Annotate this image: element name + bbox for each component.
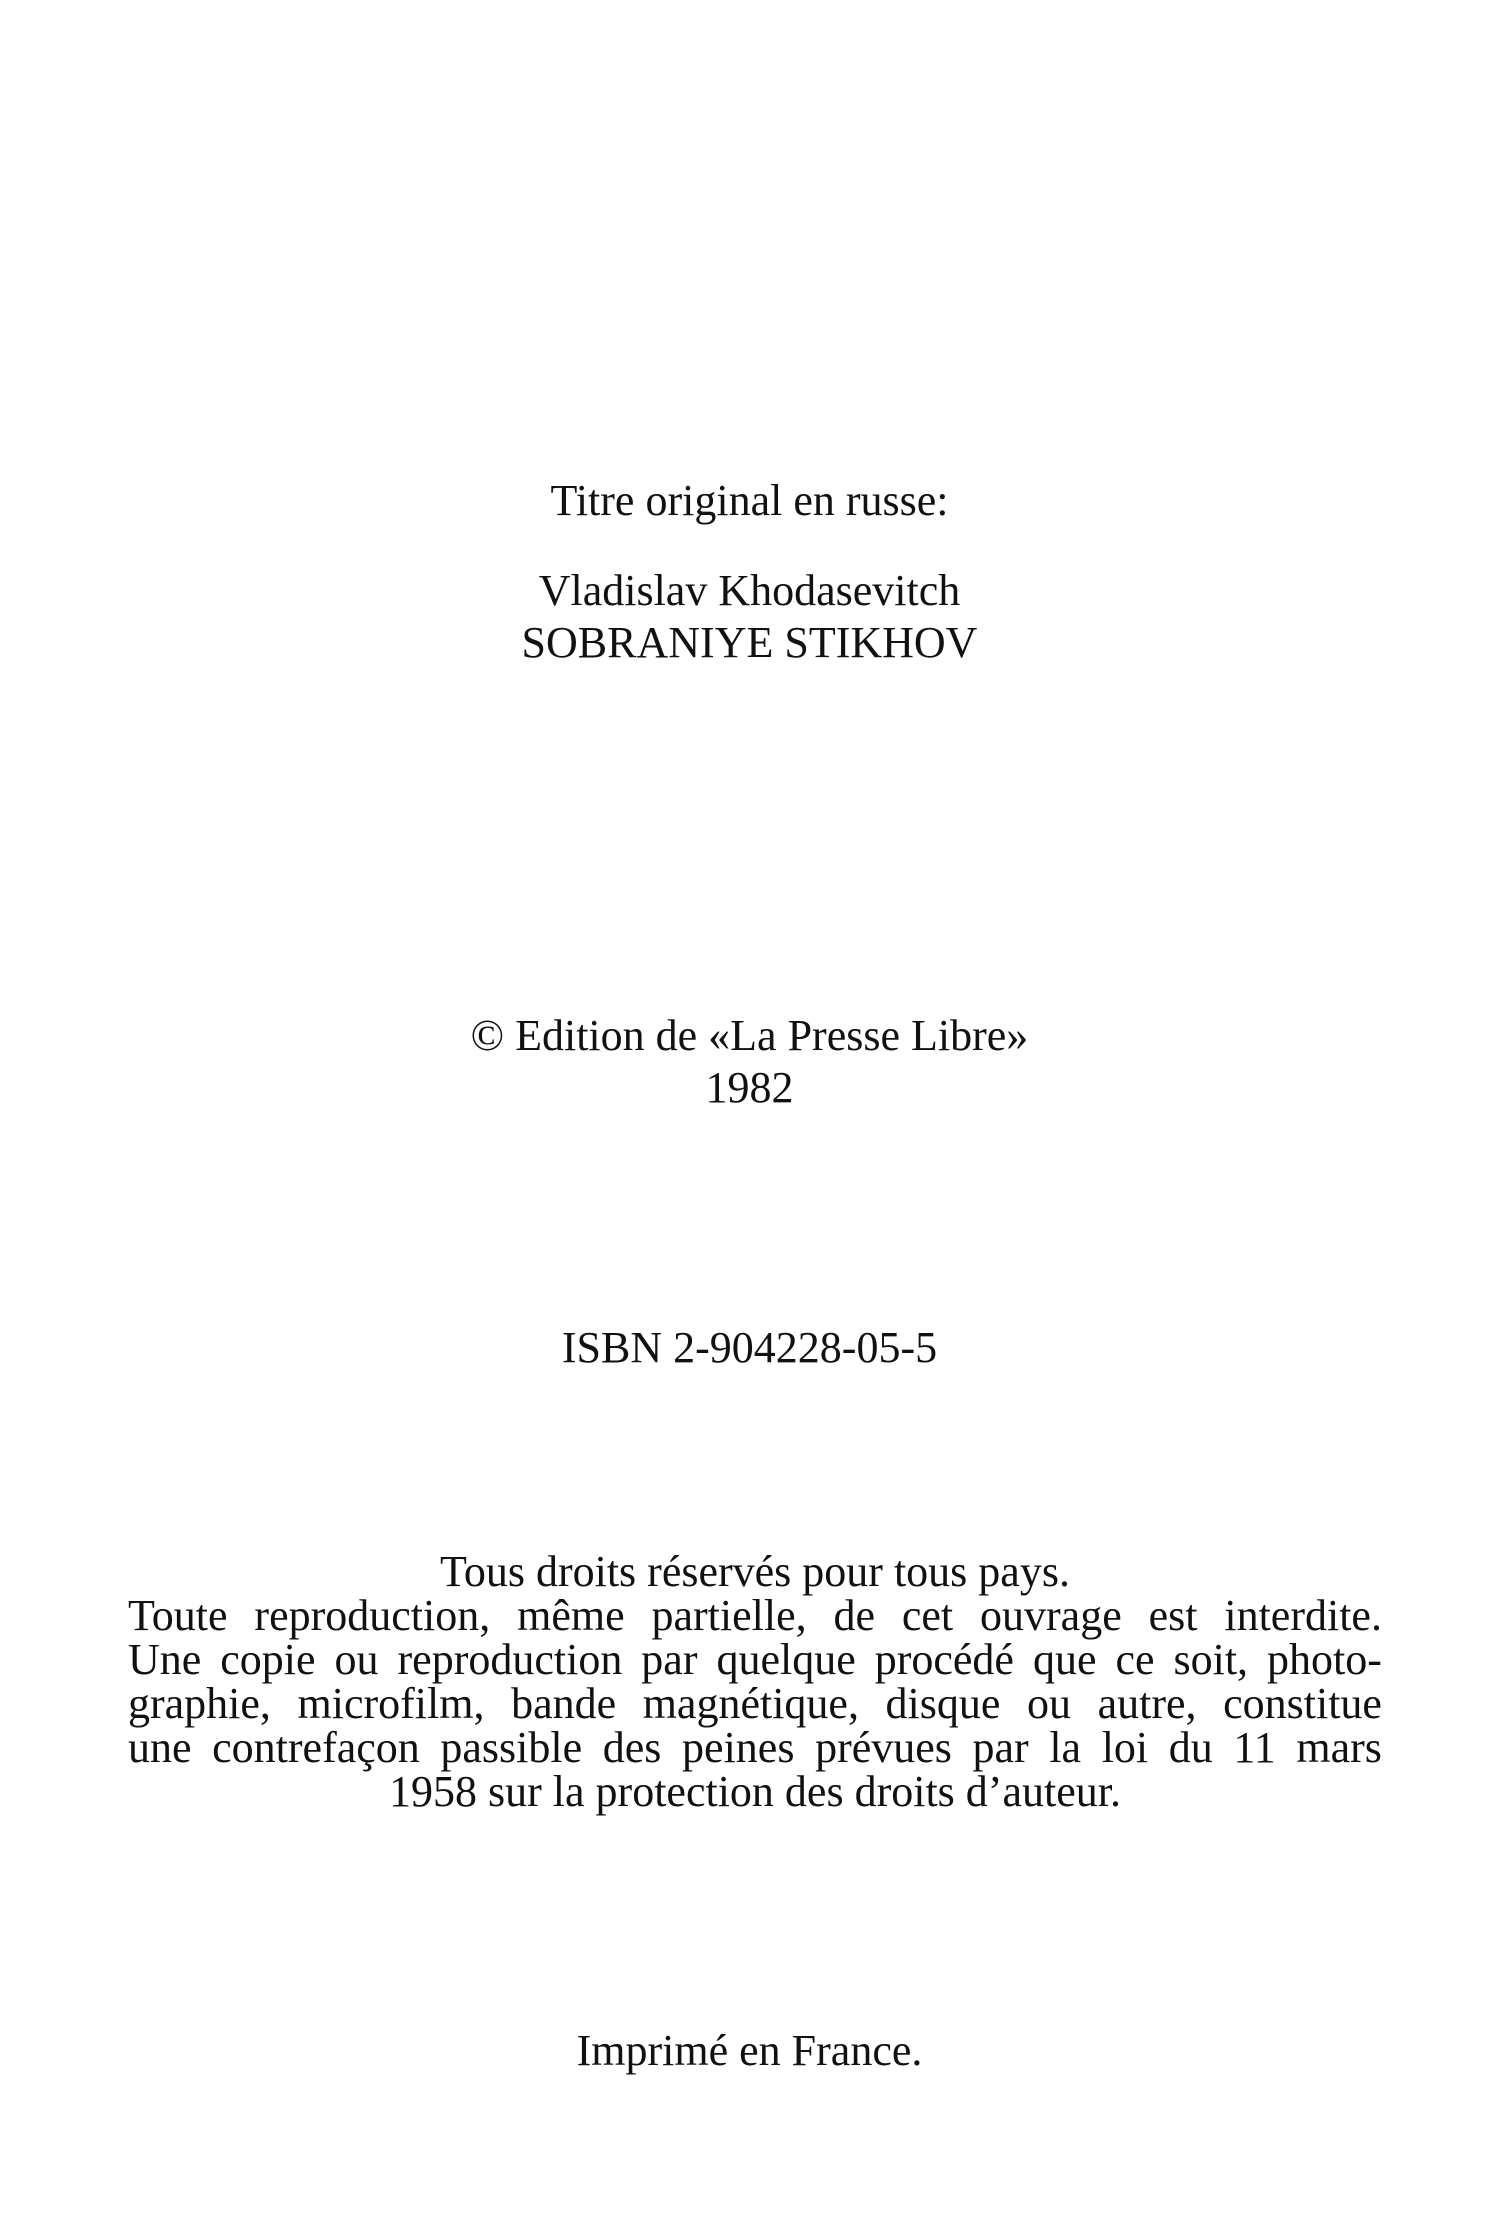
- word: ouvrage: [980, 1591, 1122, 1640]
- word: du: [1168, 1723, 1213, 1772]
- word: une: [128, 1723, 192, 1772]
- author-name: Vladislav Khodasevitch: [538, 566, 961, 615]
- word: des: [602, 1723, 662, 1772]
- rights-line-3: [128, 1635, 1382, 1684]
- word: ou: [1027, 1679, 1072, 1728]
- word: que: [1032, 1635, 1097, 1684]
- rights-line-1: Tous droits réservés pour tous pays.: [440, 1547, 1070, 1596]
- word: peines: [682, 1723, 795, 1772]
- word: prévues: [815, 1723, 952, 1772]
- word: cet: [901, 1591, 954, 1640]
- word: soit,: [1173, 1635, 1249, 1684]
- rights-line-2: [128, 1591, 1382, 1640]
- printed-in: Imprimé en France.: [576, 2026, 923, 2075]
- word: est: [1148, 1591, 1198, 1640]
- word: magnétique,: [642, 1679, 859, 1728]
- word: reproduction: [397, 1635, 623, 1684]
- word: partielle,: [651, 1591, 807, 1640]
- isbn: ISBN 2-904228-05-5: [561, 1323, 938, 1372]
- word: mars: [1296, 1723, 1382, 1772]
- edition-year: 1982: [705, 1063, 794, 1112]
- word: quelque: [716, 1635, 856, 1684]
- word: contrefaçon: [212, 1723, 420, 1772]
- word: microfilm,: [297, 1679, 485, 1728]
- word: photo-: [1267, 1635, 1382, 1684]
- word: graphie,: [128, 1679, 271, 1728]
- word: ce: [1115, 1635, 1155, 1684]
- word: procédé: [874, 1635, 1014, 1684]
- edition-notice: © Edition de «La Presse Libre»: [470, 1011, 1029, 1060]
- word: bande: [511, 1679, 617, 1728]
- word: la: [1049, 1723, 1082, 1772]
- word: de: [833, 1591, 875, 1640]
- word: 11: [1233, 1723, 1276, 1772]
- rights-line-5: [128, 1723, 1382, 1772]
- word: interdite.: [1224, 1591, 1382, 1640]
- word: Toute: [128, 1591, 228, 1640]
- word: constitue: [1223, 1679, 1382, 1728]
- rights-notice: [128, 1547, 1382, 1816]
- word: loi: [1101, 1723, 1149, 1772]
- word: reproduction,: [254, 1591, 491, 1640]
- word: Une: [128, 1635, 202, 1684]
- work-title: SOBRANIYE STIKHOV: [521, 618, 978, 667]
- word: passible: [440, 1723, 583, 1772]
- word: ou: [334, 1635, 379, 1684]
- word: par: [641, 1635, 698, 1684]
- word: disque: [885, 1679, 1001, 1728]
- word: copie: [220, 1635, 316, 1684]
- rights-line-4: [128, 1679, 1382, 1728]
- original-title-label: Titre original en russe:: [550, 476, 949, 525]
- word: même: [517, 1591, 625, 1640]
- word: par: [972, 1723, 1029, 1772]
- rights-line-6: 1958 sur la protection des droits d’auteur.: [389, 1767, 1121, 1816]
- word: autre,: [1097, 1679, 1197, 1728]
